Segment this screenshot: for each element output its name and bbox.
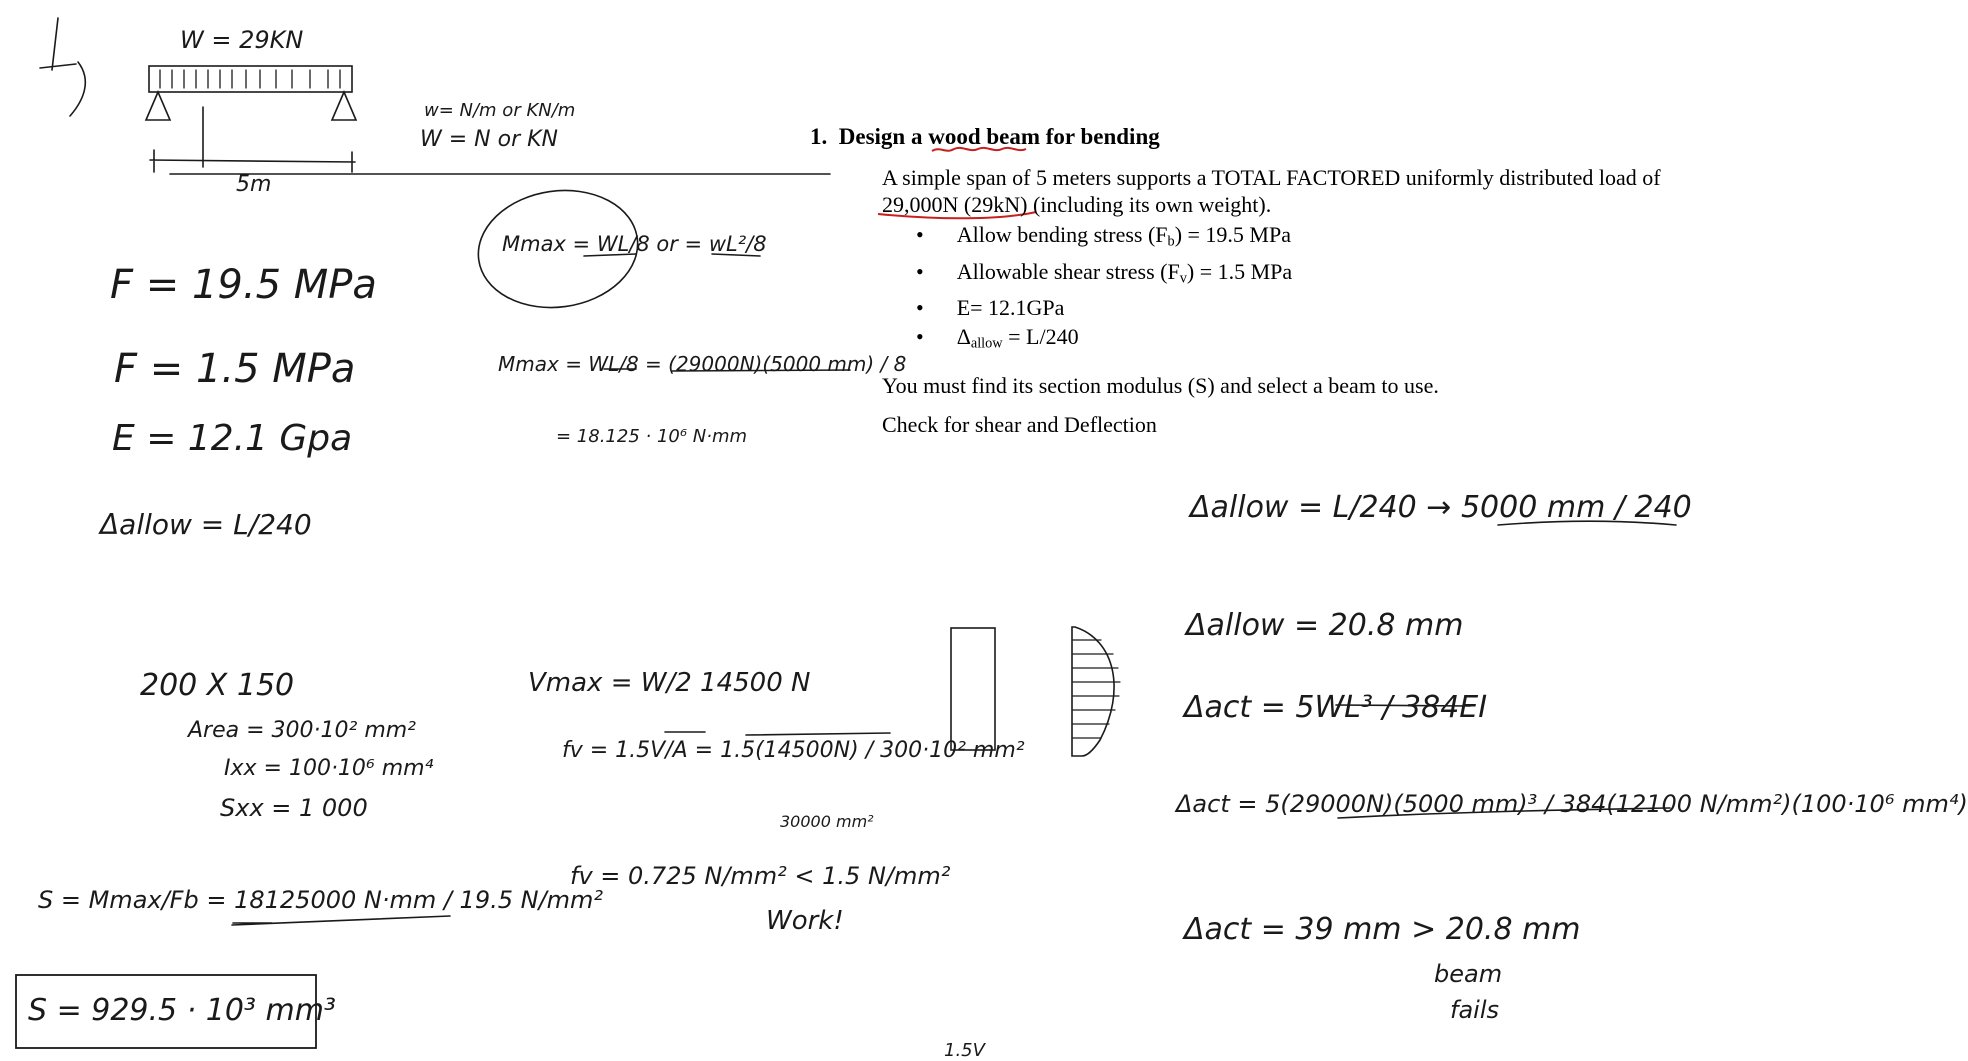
stress-diagram [1072, 627, 1114, 756]
fv-result: fv = 0.725 N/mm² < 1.5 N/mm² [570, 862, 951, 890]
dallow-note: Δallow = L/240 [100, 508, 312, 541]
units-note-1: w= N/m or KN/m [424, 100, 576, 121]
sxx-note: Sxx = 1 000 [220, 794, 368, 822]
bullet-fv: • Allowable shear stress $(F_v) = 1.5$ MPa [916, 258, 1293, 287]
deflection-act-1: Δact = 5WL³ / 384EI [1184, 690, 1488, 725]
vmax-note: Vmax = W/2 14500 N [528, 668, 811, 698]
mmax-result: = 18.125 · 10⁶ N·mm [556, 426, 748, 447]
deflection-allow-1: Δallow = L/240 → 5000 mm / 240 [1190, 490, 1692, 525]
units-note-2: W = N or KN [420, 127, 559, 152]
problem-paragraph-line1: A simple span of 5 meters supports a TOTAL FACTORED uniformly distributed load of [882, 165, 1661, 190]
problem-heading: 1. Design a wood beam for bending [810, 124, 1160, 149]
beam-section-rect [951, 628, 995, 750]
deflection-allow-2: Δallow = 20.8 mm [1186, 608, 1464, 643]
bottom-fragment: 1.5V [944, 1040, 985, 1061]
pin-support-left [146, 92, 170, 120]
fails-note-2: fails [1450, 996, 1499, 1024]
check-instruction: Check for shear and Deflection [882, 412, 1157, 437]
pin-support-right [332, 92, 356, 120]
s-equation: S = Mmax/Fb = 18125000 N·mm / 19.5 N/mm² [38, 886, 604, 914]
deflection-act-2: Δact = 5(29000N)(5000 mm)³ / 384(12100 N/mm²)(100·10⁶ mm⁴) [1176, 790, 1968, 818]
section-size: 200 X 150 [140, 668, 295, 703]
bullet-list [916, 220, 1292, 359]
bullet-e: • E= 12.1GPa [916, 295, 1065, 321]
span-label: 5m [236, 172, 272, 197]
fv-calc: fv = 1.5V/A = 1.5(14500N) / 300·10² mm² [562, 738, 1025, 763]
section-modulus-instruction: You must find its section modulus (S) and select a beam to use. [882, 373, 1439, 398]
span-dimension [150, 150, 355, 172]
mmax-calc: Mmax = WL/8 = (29000N)(5000 mm) / 8 [498, 352, 907, 376]
s-result: S = 929.5 · 10³ mm³ [28, 993, 336, 1028]
deflection-act-3: Δact = 39 mm > 20.8 mm [1184, 912, 1581, 947]
work-note: Work! [766, 906, 844, 936]
area-note: Area = 300·10² mm² [188, 718, 417, 743]
beam-rect [149, 66, 352, 92]
fv-note: F = 1.5 MPa [114, 346, 356, 392]
bullet-fb: • Allow bending stress $(F_b) = 19.5$ MPa [916, 222, 1291, 250]
e-note: E = 12.1 Gpa [112, 418, 353, 459]
ixx-note: Ixx = 100·10⁶ mm⁴ [224, 756, 434, 781]
fv-calc-2: 30000 mm² [780, 812, 874, 831]
fails-note-1: beam [1434, 960, 1503, 988]
load-label: W = 29KN [180, 26, 304, 54]
problem-paragraph-line2: 29,000N (29kN) (including its own weight). [882, 192, 1272, 217]
mmax-circled: Mmax = WL/8 or = wL²/8 [502, 232, 767, 256]
bullet-deflection: • $\Delta_{allow} = L/240$ [916, 324, 1079, 352]
fb-note: F = 19.5 MPa [110, 262, 377, 308]
